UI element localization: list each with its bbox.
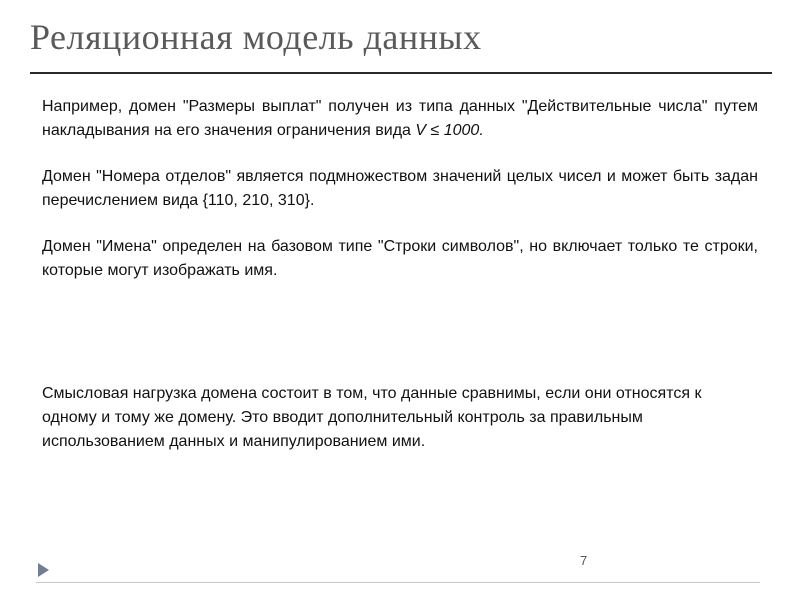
paragraph-1-main: Например, домен "Размеры выплат" получен из типа данных "Действительные числа" путем накладывания на его значения ограничения вида	[42, 98, 758, 139]
paragraph-1	[42, 95, 758, 143]
slide-title: Реляционная модель данных	[30, 17, 482, 57]
paragraph-2	[42, 165, 758, 213]
paragraph-1-constraint: V ≤ 1000.	[415, 122, 484, 139]
paragraph-4-text: Смысловая нагрузка домена состоит в том, что данные сравнимы, если они относятся к одному и тому же домену. Это вводит дополнительный контроль за правильным использованием данных и манипулированием ими.	[42, 385, 702, 450]
paragraph-3-text: Домен "Имена" определен на базовом типе "Строки символов", но включает только те строки, которые могут изображать имя.	[42, 238, 758, 279]
paragraph-2-text: Домен "Номера отделов" является подмножеством значений целых чисел и может быть задан перечислением вида {110, 210, 310}.	[42, 168, 758, 209]
page-number: 7	[580, 553, 588, 568]
paragraph-3	[42, 235, 758, 283]
paragraph-1-text	[42, 95, 758, 143]
triangle-arrow-icon	[38, 563, 49, 577]
paragraph-4	[42, 382, 758, 454]
title-divider	[30, 72, 772, 74]
footer-divider	[36, 582, 760, 583]
